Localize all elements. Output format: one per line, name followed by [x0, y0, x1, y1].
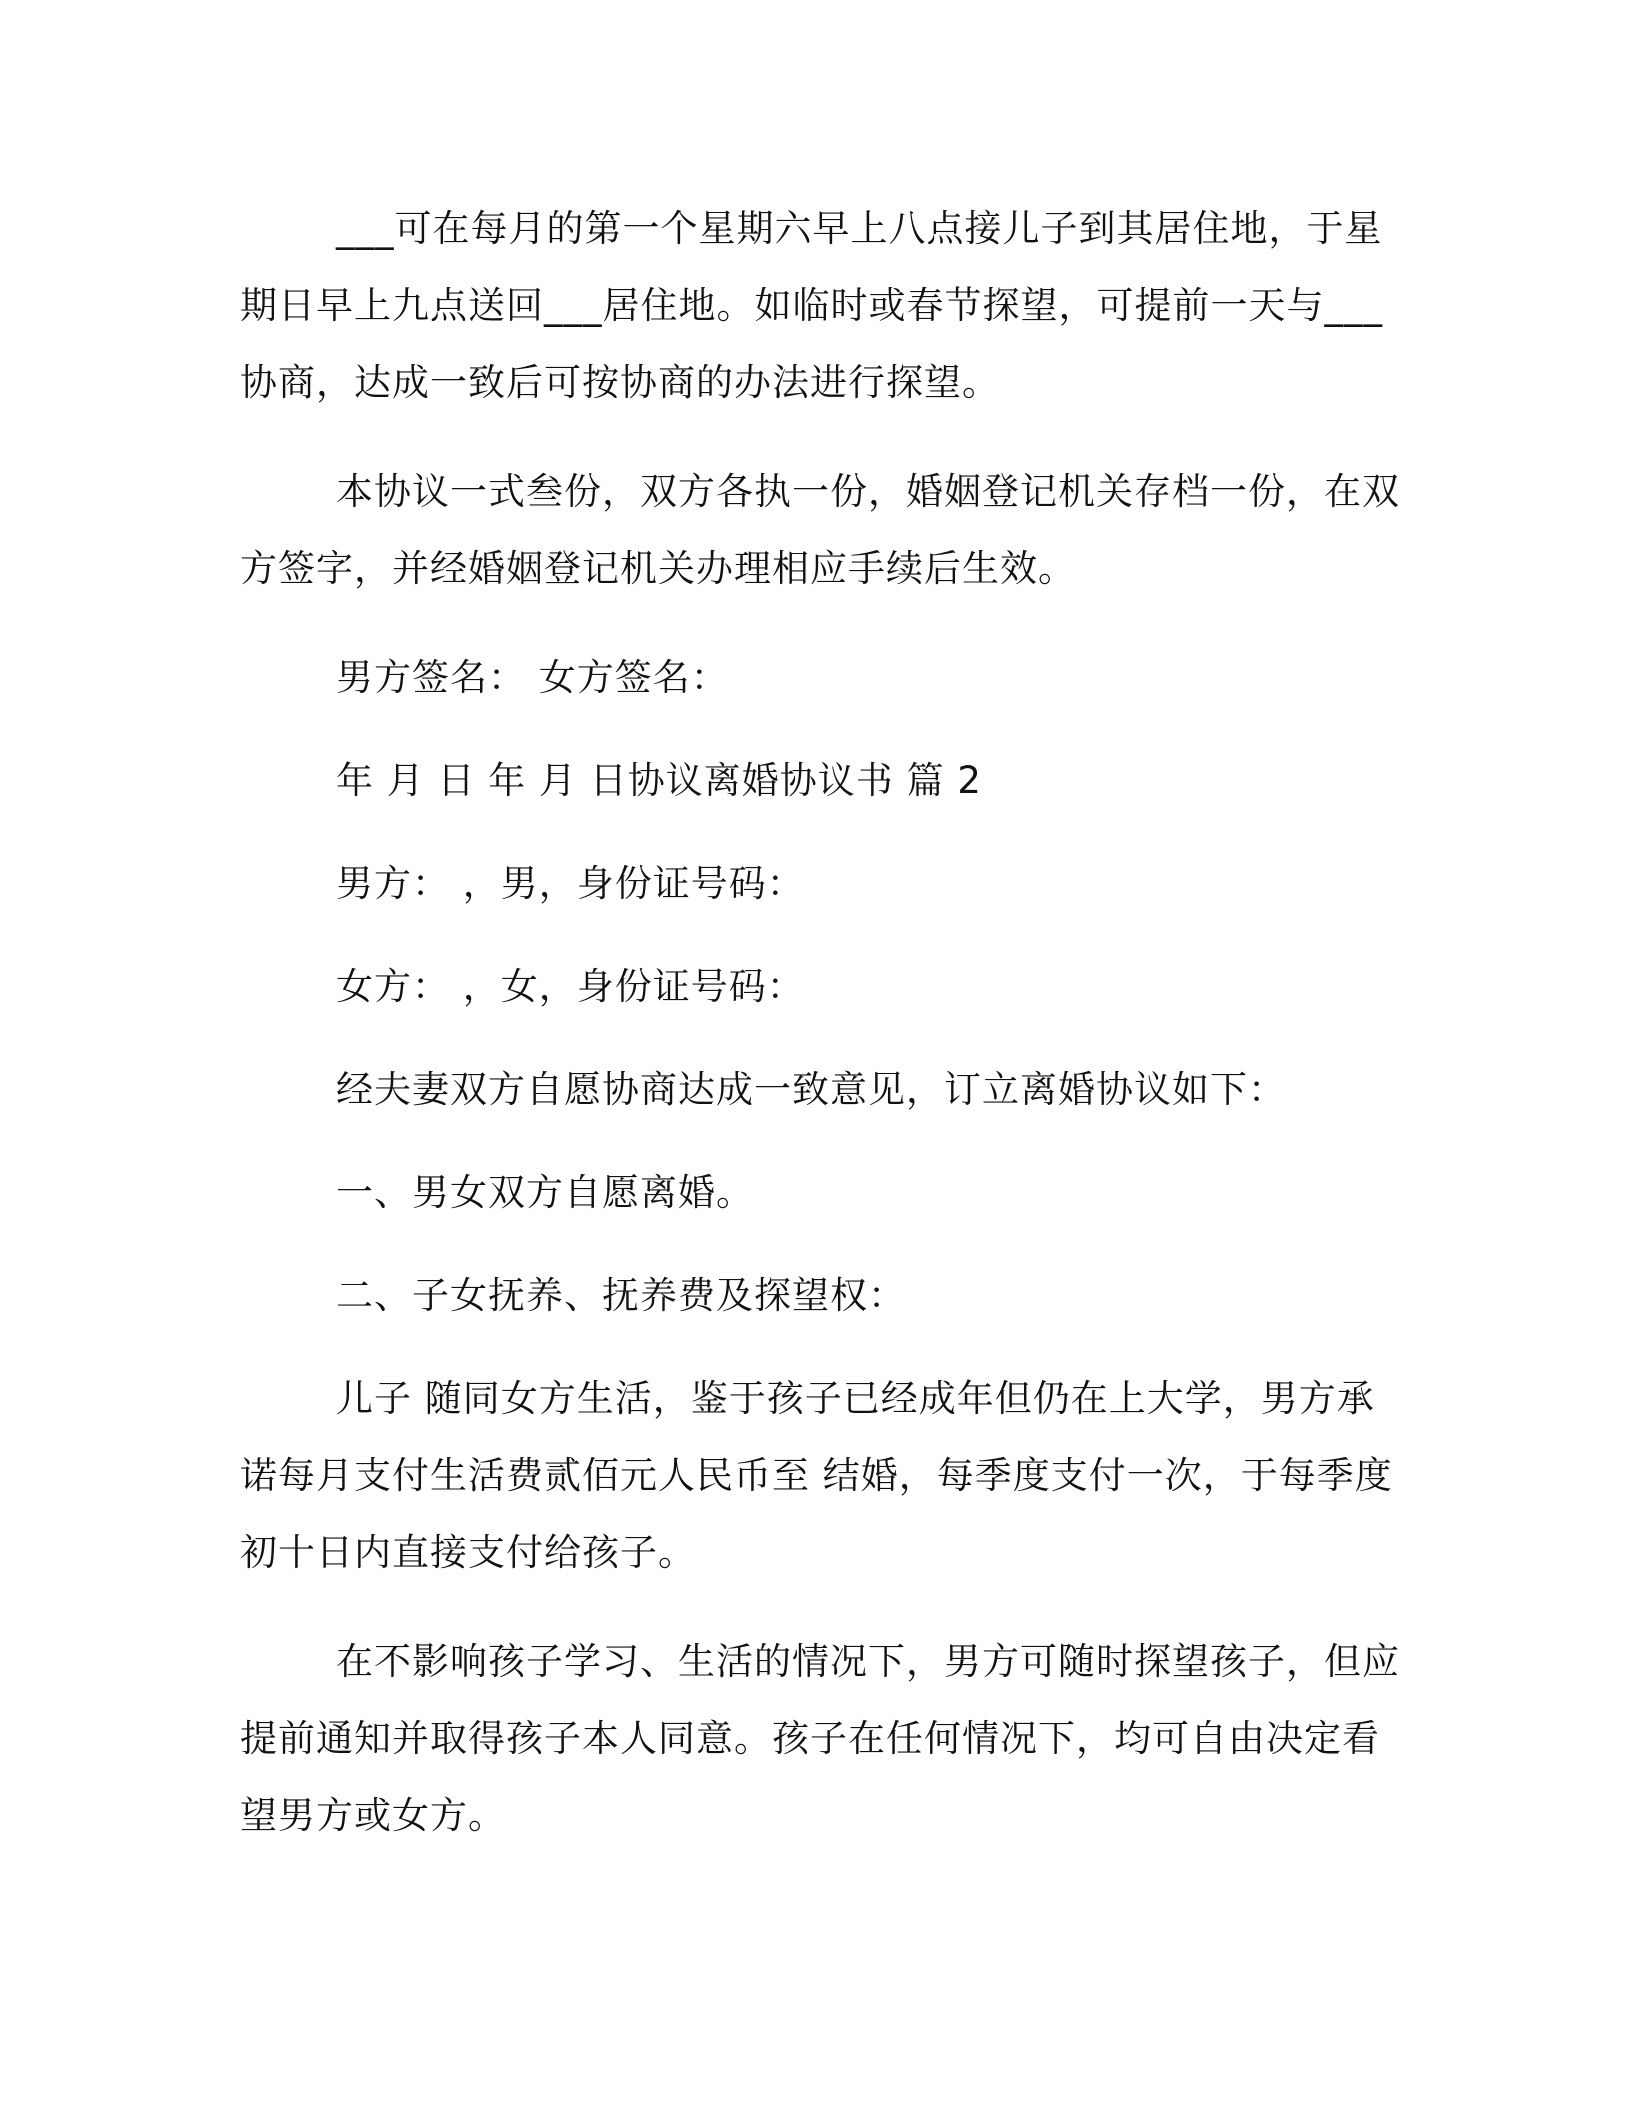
paragraph-signatures: 男方签名： 女方签名：	[336, 656, 729, 699]
paragraph-female-party: 女方： ，女，身份证号码：	[336, 965, 805, 1008]
paragraph-child-support: 儿子 随同女方生活，鉴于孩子已经成年但仍在上大学，男方承诺每月支付生活费贰佰元人民币至 结婚，每季度支付一次，于每季度初十日内直接支付给孩子。	[240, 1377, 1393, 1574]
document-body	[240, 190, 1400, 1886]
paragraph-visitation-schedule: ___可在每月的第一个星期六早上八点接儿子到其居住地，于星期日早上九点送回___居住地。如临时或春节探望，可提前一天与___协商，达成一致后可按协商的办法进行探望。	[240, 207, 1383, 404]
paragraph-male-party: 男方： ，男，身份证号码：	[336, 862, 805, 905]
paragraph-clause-1: 一、男女双方自愿离婚。	[336, 1171, 754, 1214]
paragraph-copies-effect: 本协议一式叁份，双方各执一份，婚姻登记机关存档一份，在双方签字，并经婚姻登记机关办理相应手续后生效。	[240, 470, 1400, 590]
paragraph-agreement-intro: 经夫妻双方自愿协商达成一致意见，订立离婚协议如下：	[336, 1068, 1286, 1111]
paragraph-date-title: 年 月 日 年 月 日协议离婚协议书 篇 2	[336, 759, 982, 802]
paragraph-visitation-rights: 在不影响孩子学习、生活的情况下，男方可随时探望孩子，但应提前通知并取得孩子本人同意。孩子在任何情况下，均可自由决定看望男方或女方。	[240, 1640, 1400, 1837]
paragraph-clause-2-heading: 二、子女抚养、抚养费及探望权：	[336, 1274, 906, 1317]
